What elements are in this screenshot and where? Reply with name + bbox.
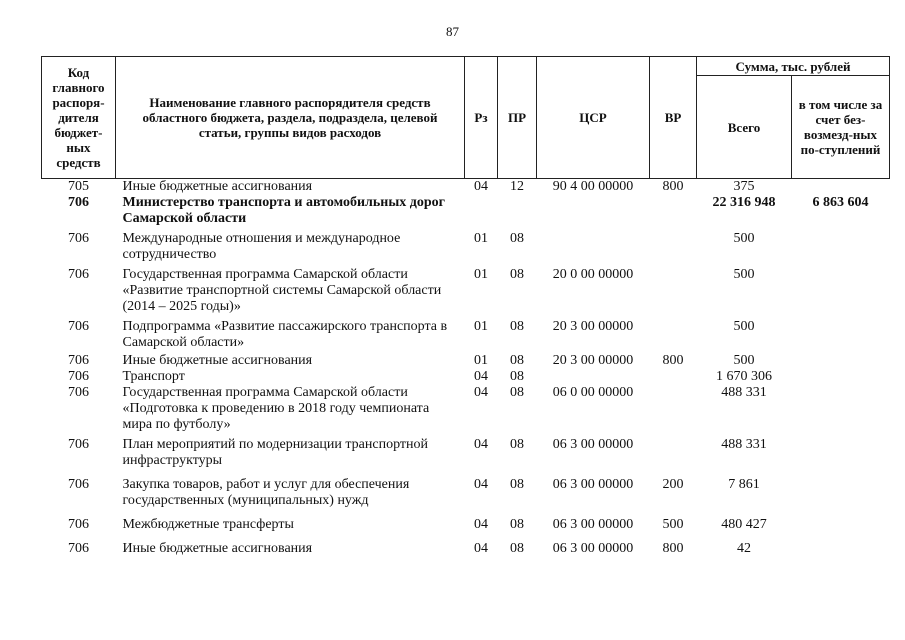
cell-csr [537,195,650,231]
cell-rz: 04 [474,437,488,452]
cell-name: Закупка товаров, работ и услуг для обеспечения государственных (муниципальных) нужд [122,477,410,508]
cell-name: Подпрограмма «Развитие пассажирского транспорта в Самарской области» [122,319,448,350]
cell-total: 500 [733,231,755,246]
cell-code: 706 [68,267,89,282]
cell-code: 706 [68,369,89,384]
cell-rz: 01 [474,231,488,246]
cell-gratuitous [792,477,890,517]
cell-gratuitous [792,517,890,541]
table-row [42,517,890,541]
cell-csr: 06 3 00 00000 [552,437,634,452]
cell-rz: 04 [474,369,488,384]
cell-name: Транспорт [122,369,185,384]
cell-gratuitous [792,231,890,267]
cell-total: 1 670 306 [716,369,772,384]
cell-pr: 12 [510,179,524,194]
header-total: Всего [697,76,792,179]
cell-name: Государственная программа Самарской области «Развитие транспортной системы Самарской области (2014 – 2025 годы)» [122,267,442,314]
cell-total: 42 [737,541,751,556]
cell-code: 706 [68,353,89,368]
cell-vr: 200 [662,477,684,492]
cell-csr: 06 3 00 00000 [552,541,634,556]
header-sum: Сумма, тыс. рублей [697,57,890,76]
cell-rz: 04 [474,179,488,194]
header-vr: ВР [650,57,697,179]
cell-vr: 800 [662,353,684,368]
cell-vr [650,195,697,231]
cell-rz [465,195,498,231]
cell-rz: 04 [474,477,488,492]
table-header [42,57,890,179]
cell-gratuitous [792,353,890,369]
cell-pr: 08 [510,437,524,452]
table-row [42,195,890,231]
cell-rz: 01 [474,319,488,334]
cell-csr: 20 0 00 00000 [552,267,634,282]
cell-rz: 04 [474,541,488,556]
cell-total: 500 [733,267,755,282]
cell-name: Государственная программа Самарской области «Подготовка к проведению в 2018 году чемпионата мира по футболу» [122,385,430,432]
cell-pr: 08 [510,231,524,246]
cell-total: 7 861 [728,477,760,492]
cell-total: 22 316 948 [712,195,776,210]
table-row [42,437,890,477]
cell-gratuitous [792,541,890,557]
cell-gratuitous [792,385,890,437]
cell-csr: 06 3 00 00000 [552,517,634,532]
cell-vr [650,385,697,437]
cell-csr: 90 4 00 00000 [552,179,634,194]
cell-total: 488 331 [721,385,767,400]
table-row [42,385,890,437]
cell-vr [650,267,697,319]
cell-pr: 08 [510,477,524,492]
cell-vr [650,319,697,353]
cell-code: 705 [68,179,89,194]
header-pr: ПР [498,57,537,179]
cell-vr [650,369,697,385]
cell-name: План мероприятий по модернизации транспортной инфраструктуры [122,437,429,468]
cell-code: 706 [68,385,89,400]
cell-pr: 08 [510,517,524,532]
cell-vr [650,437,697,477]
cell-gratuitous: 6 863 604 [812,195,869,210]
cell-code: 706 [68,319,89,334]
cell-name: Иные бюджетные ассигнования [122,353,313,368]
table-body [42,179,890,558]
cell-gratuitous [792,437,890,477]
cell-pr: 08 [510,319,524,334]
cell-gratuitous [792,319,890,353]
cell-rz: 04 [474,517,488,532]
cell-name: Международные отношения и международное сотрудничество [122,231,401,262]
cell-csr: 06 3 00 00000 [552,477,634,492]
cell-code: 706 [68,195,89,210]
page-number: 87 [446,24,459,39]
cell-gratuitous [792,267,890,319]
cell-csr [537,231,650,267]
cell-csr: 20 3 00 00000 [552,319,634,334]
cell-total: 500 [733,319,755,334]
cell-csr: 06 0 00 00000 [552,385,634,400]
cell-csr [537,369,650,385]
cell-code: 706 [68,231,89,246]
cell-vr [650,231,697,267]
cell-code: 706 [68,437,89,452]
cell-pr [498,195,537,231]
cell-gratuitous [792,369,890,385]
cell-vr: 800 [662,541,684,556]
cell-pr: 08 [510,267,524,282]
header-csr: ЦСР [537,57,650,179]
cell-name: Иные бюджетные ассигнования [122,541,313,556]
header-rz: Рз [465,57,498,179]
cell-gratuitous [792,179,890,196]
cell-rz: 01 [474,267,488,282]
table-row [42,477,890,517]
table-row [42,231,890,267]
header-code: Код главного распоря-дителя бюджет-ных средств [42,57,116,179]
cell-code: 706 [68,541,89,556]
cell-pr: 08 [510,385,524,400]
table-row [42,353,890,369]
cell-code: 706 [68,517,89,532]
cell-code: 706 [68,477,89,492]
cell-vr: 800 [662,179,684,194]
cell-pr: 08 [510,541,524,556]
header-gratuitous: в том числе за счет без-возмезд-ных по-ступлений [792,76,890,179]
cell-rz: 04 [474,385,488,400]
table-row [42,541,890,557]
cell-name: Иные бюджетные ассигнования [122,179,313,194]
table-row [42,369,890,385]
cell-total: 480 427 [721,517,767,532]
cell-total: 375 [733,179,755,194]
cell-vr: 500 [662,517,684,532]
cell-total: 500 [733,353,755,368]
budget-table [41,56,890,557]
cell-name: Межбюджетные трансферты [122,517,294,532]
table-row [42,267,890,319]
cell-name: Министерство транспорта и автомобильных дорог Самарской области [122,195,445,226]
cell-pr: 08 [510,369,524,384]
cell-rz: 01 [474,353,488,368]
table-row [42,319,890,353]
cell-pr: 08 [510,353,524,368]
header-name: Наименование главного распорядителя средств областного бюджета, раздела, подраздела, целевой статьи, группы видов расходов [116,57,465,179]
cell-total: 488 331 [721,437,767,452]
table-row [42,179,890,196]
cell-csr: 20 3 00 00000 [552,353,634,368]
